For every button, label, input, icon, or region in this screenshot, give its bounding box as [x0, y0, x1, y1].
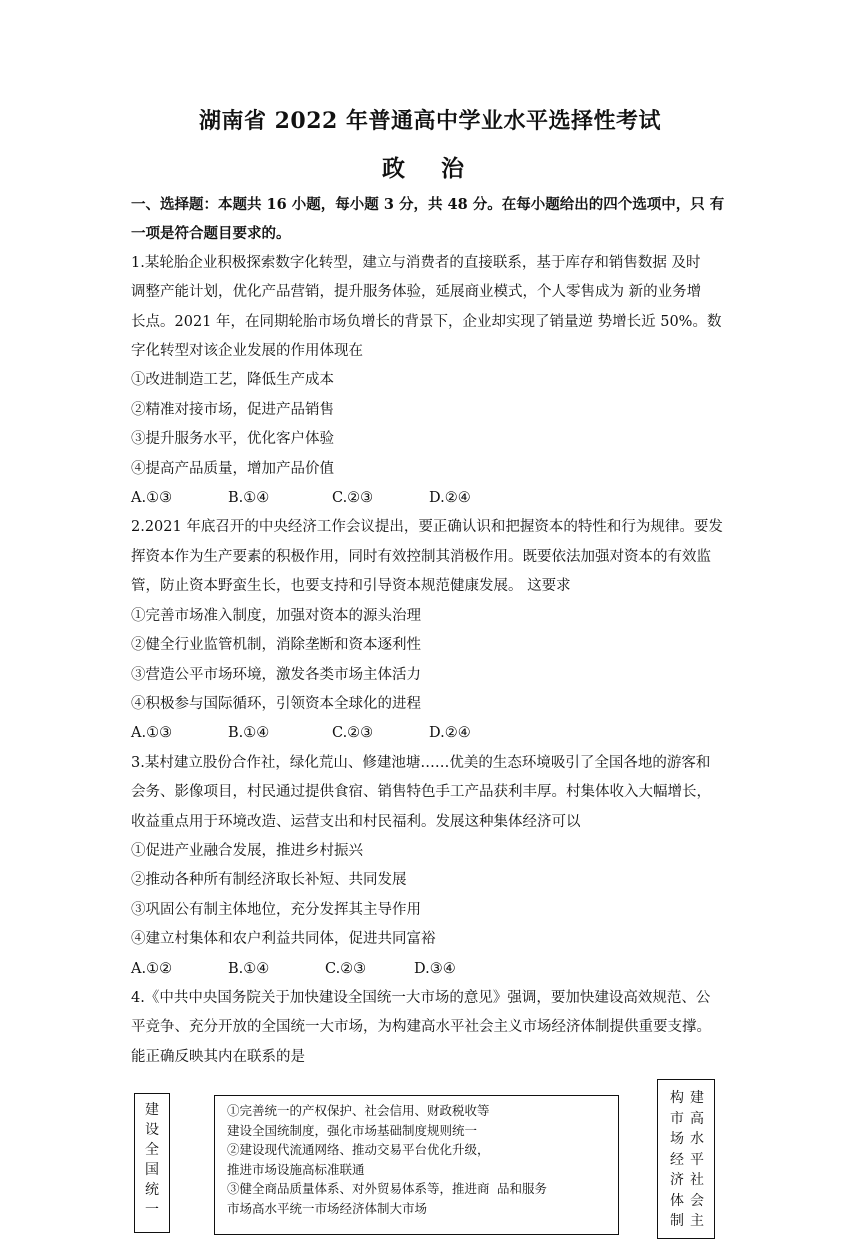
q3-option-1: ①促进产业融合发展，推进乡村振兴 [131, 842, 363, 859]
section-heading-cont: 一项是符合题目要求的。 [131, 225, 291, 243]
diagram-left-label: 建 设 全 国 统 一 [145, 1102, 159, 1218]
exam-content [131, 190, 731, 1072]
q3-option-3: ③巩固公有制主体地位，充分发挥其主导作用 [131, 901, 421, 918]
diagram-middle-line: 市场高水平统一市场经济体制大市场 [227, 1200, 428, 1216]
diagram-middle-line: ②建设现代流通网络、推动交易平台优化升级， [227, 1142, 490, 1157]
q3-choice-d[interactable]: D.③④ [414, 960, 456, 977]
q1-stem-line: 1.某轮胎企业积极探索数字化转型，建立与消费者的直接联系，基于库存和销售数据 及时 [131, 254, 701, 271]
q2-option-1: ①完善市场准入制度，加强对资本的源头治理 [131, 607, 421, 624]
q1-option-3: ③提升服务水平，优化客户体验 [131, 431, 334, 448]
q1-stem-line: 字化转型对该企业发展的作用体现在 [131, 343, 363, 360]
diagram-right-label-col2: 建 高 水 平 社 会 主 [690, 1090, 704, 1229]
q3-option-2: ②推动各种所有制经济取长补短、共同发展 [131, 872, 407, 889]
q1-option-4: ④提高产品质量，增加产品价值 [131, 460, 334, 477]
exam-title: 湖南省 2022 年普通高中学业水平选择性考试 [198, 108, 662, 134]
diagram-middle-line: 推进市场设施高标准联通 [227, 1161, 365, 1177]
q4-stem-line: 能正确反映其内在联系的是 [131, 1048, 305, 1065]
q2-option-2: ②健全行业监管机制，消除垄断和资本逐利性 [131, 637, 421, 654]
q2-stem-line: 管，防止资本野蛮生长，也要支持和引导资本规范健康发展。 这要求 [131, 578, 571, 595]
q1-choice-c[interactable]: C.②③ [332, 490, 374, 507]
section-heading: 一、选择题：本题共 16 小题，每小题 3 分，共 48 分。在每小题给出的四个选项中，只 有 [131, 196, 725, 213]
q1-choice-d[interactable]: D.②④ [429, 490, 471, 507]
q2-choice-b[interactable]: B.①④ [228, 725, 270, 742]
q2-stem-line: 挥资本作为生产要素的积极作用，同时有效控制其消极作用。既要依法加强对资本的有效监 [131, 548, 711, 565]
diagram-right-box [657, 1079, 715, 1239]
q3-stem-line: 3.某村建立股份合作社，绿化荒山、修建池塘……优美的生态环境吸引了全国各地的游客和 [131, 754, 711, 771]
diagram-middle-box [214, 1095, 619, 1235]
q2-choice-a[interactable]: A.①③ [131, 725, 173, 742]
diagram-middle-line: 建设全国统制度，强化市场基础制度规则统一 [227, 1122, 478, 1138]
q1-stem-line: 长点。2021 年，在同期轮胎市场负增长的背景下，企业却实现了销量逆 势增长近 50%。数 [131, 313, 722, 330]
q1-option-2: ②精准对接市场，促进产品销售 [131, 401, 334, 418]
q3-choice-c[interactable]: C.②③ [325, 960, 367, 977]
q3-choices [131, 955, 731, 984]
q1-option-1: ①改进制造工艺，降低生产成本 [131, 372, 334, 389]
q2-option-4: ④积极参与国际循环，引领资本全球化的进程 [131, 695, 421, 712]
diagram-left-box [134, 1093, 170, 1233]
q2-option-3: ③营造公平市场环境，激发各类市场主体活力 [131, 666, 421, 683]
q2-choice-d[interactable]: D.②④ [429, 725, 471, 742]
diagram-right-label-col1: 构 市 场 经 济 体 制 [670, 1090, 684, 1229]
q4-stem-line: 4.《中共中央国务院关于加快建设全国统一大市场的意见》强调，要加快建设高效规范、公 [131, 989, 711, 1006]
q1-stem-line: 调整产能计划，优化产品营销，提升服务体验，延展商业模式，个人零售成为 新的业务增 [131, 284, 702, 301]
q3-stem-line: 会务、影像项目，村民通过提供食宿、销售特色手工产品获利丰厚。村集体收入大幅增长， [131, 784, 711, 801]
q2-choices [131, 719, 731, 748]
exam-subject: 政 治 [381, 155, 478, 182]
q1-choice-b[interactable]: B.①④ [228, 490, 270, 507]
q3-option-4: ④建立村集体和农户利益共同体，促进共同富裕 [131, 931, 436, 948]
q4-stem-line: 平竞争、充分开放的全国统一大市场，为构建高水平社会主义市场经济体制提供重要支撑。 [131, 1019, 711, 1036]
q2-choice-c[interactable]: C.②③ [332, 725, 374, 742]
q1-choices [131, 484, 731, 513]
diagram-middle-line: ③健全商品质量体系、对外贸易体系等，推进商 品和服务 [227, 1181, 548, 1196]
q1-choice-a[interactable]: A.①③ [131, 490, 173, 507]
q2-stem-line: 2.2021 年底召开的中央经济工作会议提出，要正确认识和把握资本的特性和行为规律。要发 [131, 519, 723, 536]
diagram-middle-line: ①完善统一的产权保护、社会信用、财政税收等 [227, 1103, 490, 1118]
q3-choice-b[interactable]: B.①④ [228, 960, 270, 977]
q3-stem-line: 收益重点用于环境改造、运营支出和村民福利。发展这种集体经济可以 [131, 813, 581, 830]
q3-choice-a[interactable]: A.①② [131, 960, 173, 977]
